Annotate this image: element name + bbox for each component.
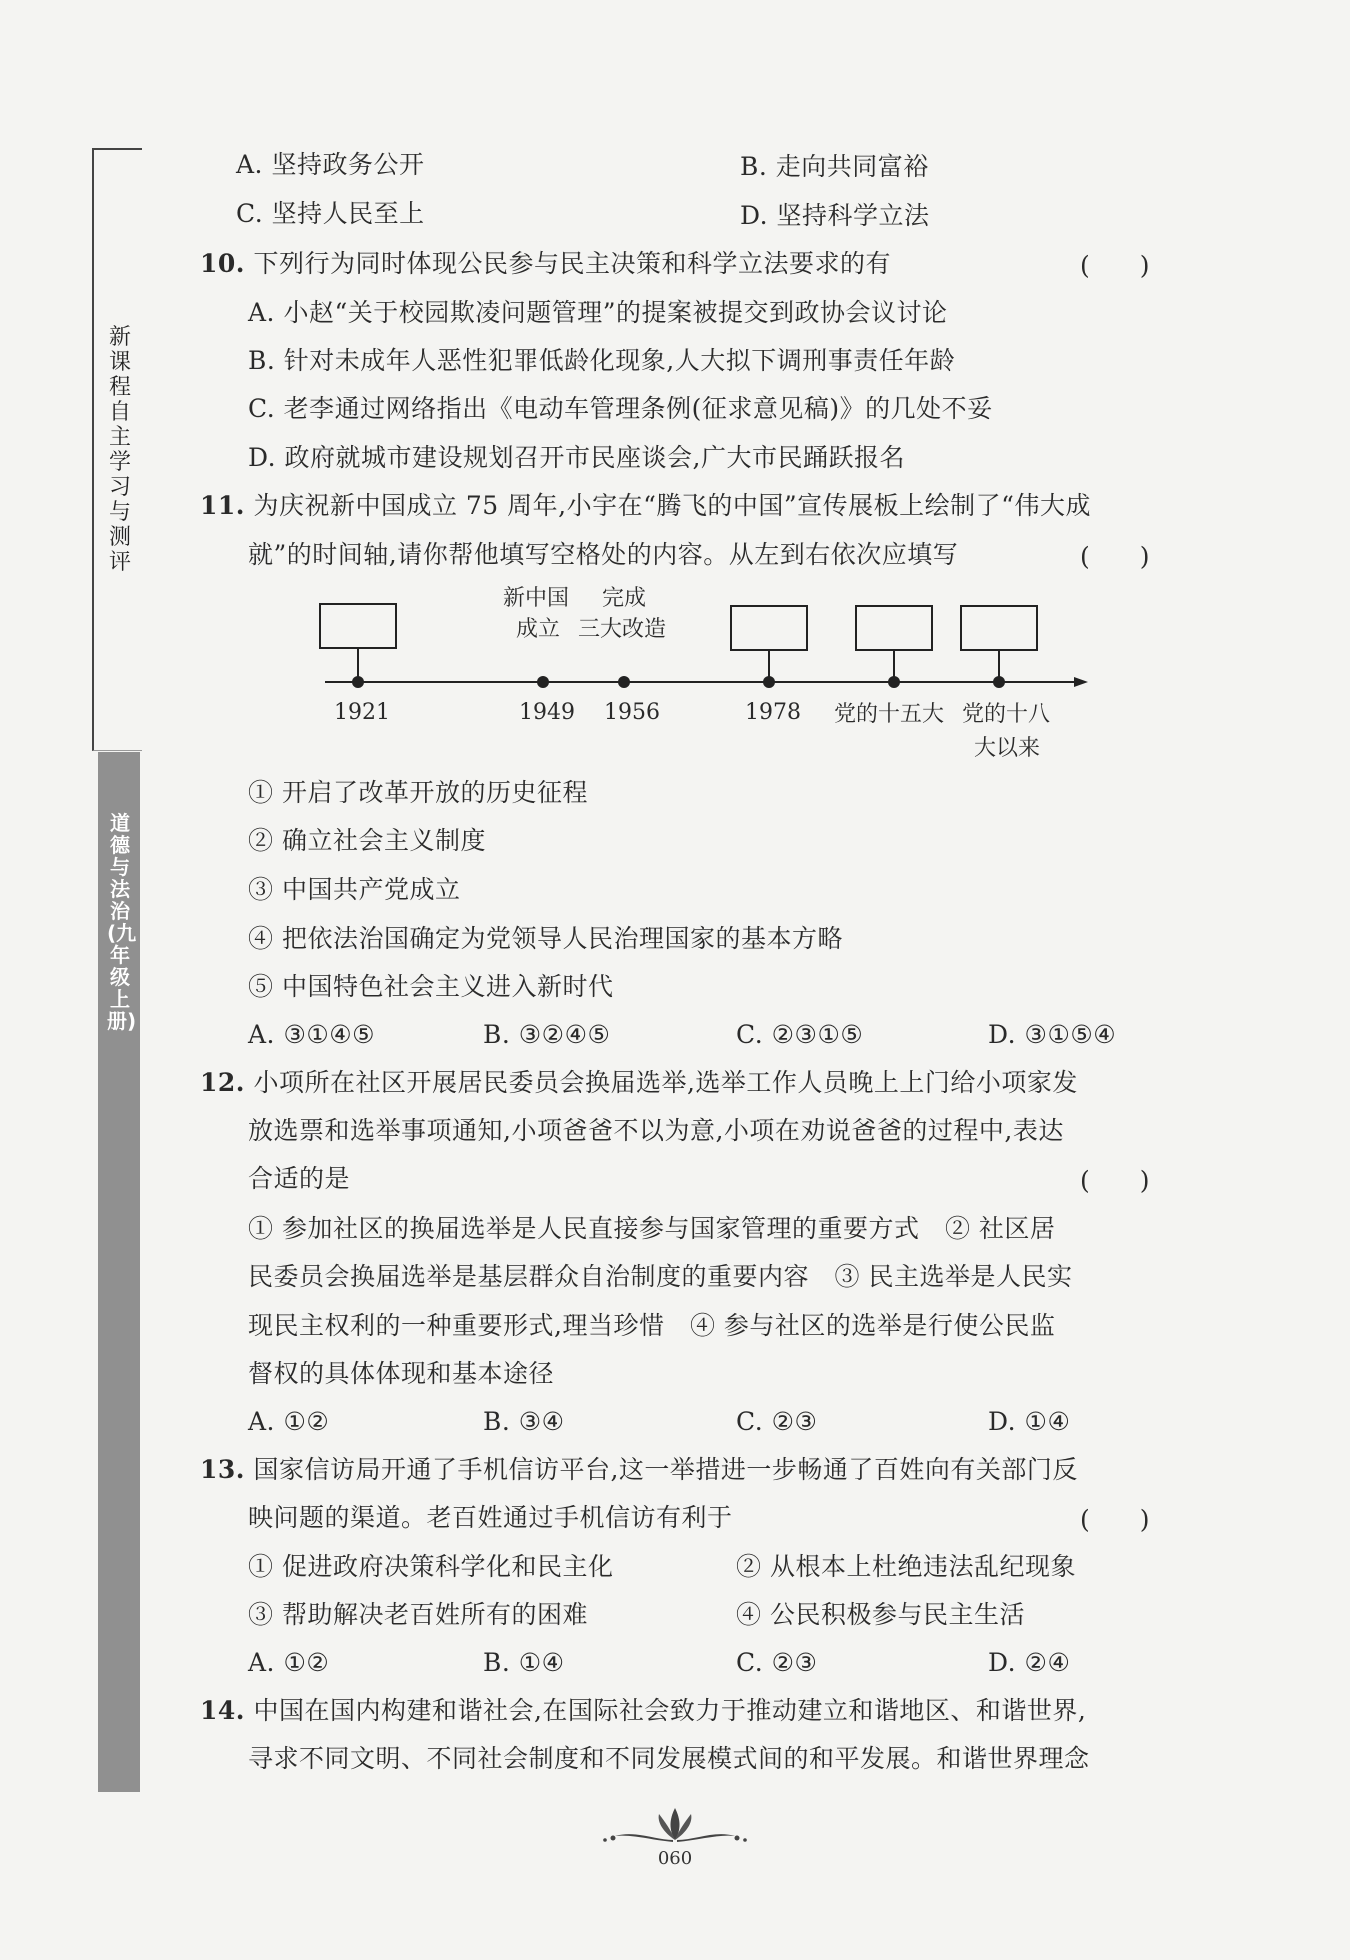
q12-option-b: B. ③④ [483, 1407, 565, 1436]
timeline-tick-1921: 1921 [334, 700, 390, 725]
q13-option-d: D. ②④ [988, 1648, 1071, 1677]
timeline-tick-1949: 1949 [519, 700, 575, 725]
q12-items-line4: 督权的具体体现和基本途径 [248, 1359, 555, 1388]
timeline-dot-1921 [352, 676, 364, 688]
q11-item-5: ⑤ 中国特色社会主义进入新时代 [248, 972, 614, 1001]
q11-item-3: ③ 中国共产党成立 [248, 875, 461, 904]
timeline-tick-1978: 1978 [745, 700, 801, 725]
q9-option-d: D. 坚持科学立法 [740, 201, 930, 230]
q12-stem-text1: 小项所在社区开展居民委员会换届选举,选举工作人员晚上上门给小项家发 [253, 1068, 1078, 1097]
q12-items-line3: 现民主权利的一种重要形式,理当珍惜 ④ 参与社区的选举是行使公民监 [248, 1311, 1056, 1340]
q10-stem-text: 下列行为同时体现公民参与民主决策和科学立法要求的有 [253, 249, 891, 278]
q13-item-3: ③ 帮助解决老百姓所有的困难 [248, 1600, 588, 1629]
q10-option-a: A. 小赵“关于校园欺凌问题管理”的提案被提交到政协会议讨论 [248, 298, 948, 327]
timeline-dot-1956 [618, 676, 630, 688]
timeline-tick-18th-congress: 党的十八 [962, 702, 1051, 727]
timeline-dot-1949 [537, 676, 549, 688]
q11-stem-line1 [200, 489, 1091, 523]
side-tab-series-text: 新课程自主学习与测评 [108, 325, 131, 575]
q12-items-line2: 民委员会换届选举是基层群众自治制度的重要内容 ③ 民主选举是人民实 [248, 1262, 1073, 1291]
q10-option-c: C. 老李通过网络指出《电动车管理条例(征求意见稿)》的几处不妥 [248, 394, 993, 423]
page-number: 060 [657, 1848, 693, 1869]
footer-ornament [595, 1800, 755, 1850]
q12-answer-paren: ( ) [1080, 1166, 1150, 1195]
q11-option-d: D. ③①⑤④ [988, 1020, 1117, 1049]
q12-stem-line3: 合适的是 [248, 1164, 351, 1193]
q12-option-a: A. ①② [248, 1407, 330, 1436]
q10-number: 10. [200, 249, 245, 278]
q14-stem-line1 [200, 1694, 1086, 1728]
q11-option-a: A. ③①④⑤ [248, 1020, 376, 1049]
q11-answer-paren: ( ) [1080, 542, 1150, 571]
q14-stem-text1: 中国在国内构建和谐社会,在国际社会致力于推动建立和谐地区、和谐世界, [253, 1696, 1087, 1725]
timeline-dot-15th [888, 676, 900, 688]
q13-number: 13. [200, 1455, 245, 1484]
q12-items-line1: ① 参加社区的换届选举是人民直接参与国家管理的重要方式 ② 社区居 [248, 1214, 1056, 1243]
timeline-tick-1956: 1956 [604, 700, 660, 725]
q14-number: 14. [200, 1696, 245, 1725]
q13-stem-line1 [200, 1453, 1078, 1487]
timeline-label-new-china-2: 成立 [516, 617, 561, 642]
q10-answer-paren: ( ) [1080, 251, 1150, 280]
q13-stem-text1: 国家信访局开通了手机信访平台,这一举措进一步畅通了百姓向有关部门反 [253, 1455, 1078, 1484]
timeline-dot-1978 [763, 676, 775, 688]
q11-number: 11. [200, 491, 245, 520]
timeline-label-complete-2: 三大改造 [578, 617, 667, 642]
timeline-arrow [1074, 677, 1088, 687]
q13-answer-paren: ( ) [1080, 1505, 1150, 1534]
timeline-dot-18th [993, 676, 1005, 688]
q9-option-a: A. 坚持政务公开 [236, 150, 425, 179]
q10-option-b: B. 针对未成年人恶性犯罪低龄化现象,人大拟下调刑事责任年龄 [248, 346, 956, 375]
blank-box-4 [961, 606, 1037, 650]
q14-stem-line2: 寻求不同文明、不同社会制度和不同发展模式间的和平发展。和谐世界理念 [248, 1744, 1090, 1773]
q12-option-d: D. ①④ [988, 1407, 1071, 1436]
q13-option-a: A. ①② [248, 1648, 330, 1677]
timeline-tick-18th-congress-2: 大以来 [974, 736, 1041, 761]
q10-option-d: D. 政府就城市建设规划召开市民座谈会,广大市民踊跃报名 [248, 443, 905, 472]
q11-option-c: C. ②③①⑤ [736, 1020, 864, 1049]
timeline-tick-15th-congress: 党的十五大 [834, 702, 945, 727]
q13-option-b: B. ①④ [483, 1648, 565, 1677]
q11-stem-line2: 就”的时间轴,请你帮他填写空格处的内容。从左到右依次应填写 [248, 540, 959, 569]
q9-option-b: B. 走向共同富裕 [740, 152, 929, 181]
q12-stem-line2: 放选票和选举事项通知,小项爸爸不以为意,小项在劝说爸爸的过程中,表达 [248, 1116, 1064, 1145]
q11-stem-text1: 为庆祝新中国成立 75 周年,小宇在“腾飞的中国”宣传展板上绘制了“伟大成 [253, 491, 1091, 520]
q10-stem [200, 247, 891, 281]
side-tab-subject-text: 道德与法治(九年级上册) [107, 811, 137, 1033]
q13-stem-line2: 映问题的渠道。老百姓通过手机信访有利于 [248, 1503, 733, 1532]
q13-item-2: ② 从根本上杜绝违法乱纪现象 [736, 1552, 1076, 1581]
q9-option-c: C. 坚持人民至上 [236, 199, 425, 228]
blank-box-1 [320, 604, 396, 648]
q11-item-2: ② 确立社会主义制度 [248, 826, 486, 855]
q11-item-1: ① 开启了改革开放的历史征程 [248, 778, 588, 807]
q12-option-c: C. ②③ [736, 1407, 818, 1436]
q13-item-4: ④ 公民积极参与民主生活 [736, 1600, 1025, 1629]
blank-box-2 [731, 606, 807, 650]
blank-box-3 [856, 606, 932, 650]
timeline-label-new-china-1: 新中国 [503, 586, 570, 611]
q13-option-c: C. ②③ [736, 1648, 818, 1677]
q12-stem-line1 [200, 1066, 1078, 1100]
q11-item-4: ④ 把依法治国确定为党领导人民治理国家的基本方略 [248, 924, 843, 953]
timeline-label-complete-1: 完成 [602, 586, 647, 611]
q12-number: 12. [200, 1068, 245, 1097]
q11-option-b: B. ③②④⑤ [483, 1020, 611, 1049]
q13-item-1: ① 促进政府决策科学化和民主化 [248, 1552, 614, 1581]
